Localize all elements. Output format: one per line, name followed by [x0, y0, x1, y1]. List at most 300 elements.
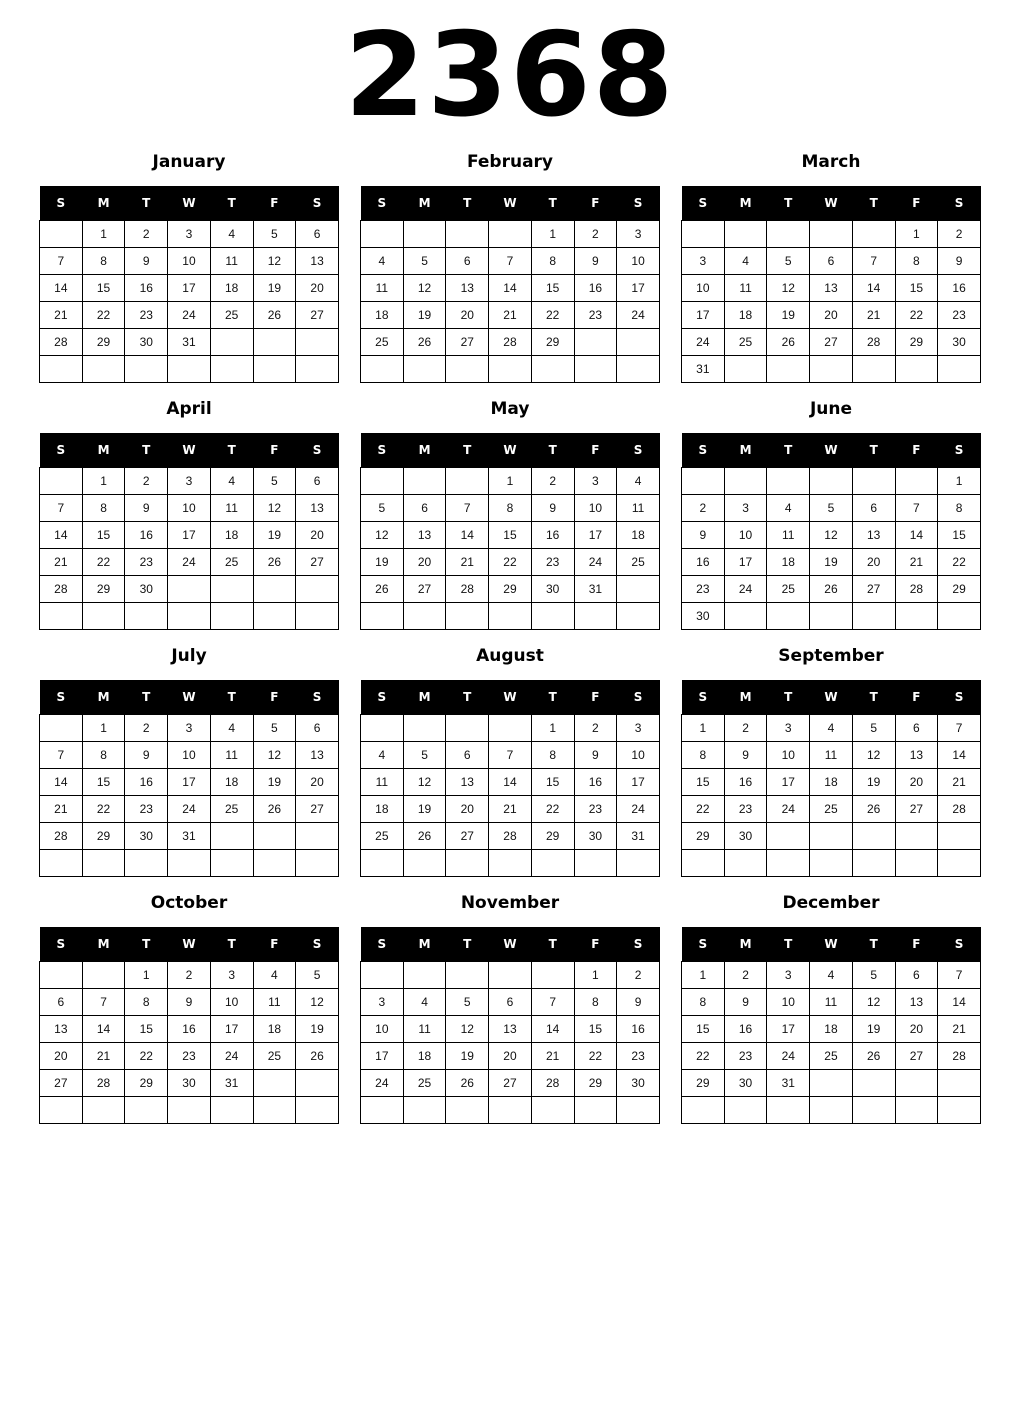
day-cell[interactable]: 30: [724, 823, 767, 850]
day-cell[interactable]: 19: [852, 1016, 895, 1043]
day-cell[interactable]: 4: [810, 962, 853, 989]
day-cell[interactable]: 14: [895, 522, 938, 549]
day-cell[interactable]: 19: [852, 769, 895, 796]
day-cell[interactable]: 6: [40, 989, 83, 1016]
day-cell[interactable]: 23: [724, 1043, 767, 1070]
day-cell[interactable]: 24: [682, 329, 725, 356]
day-cell[interactable]: 4: [361, 248, 404, 275]
day-cell[interactable]: 20: [446, 302, 489, 329]
day-cell[interactable]: 1: [82, 715, 125, 742]
day-cell[interactable]: 1: [489, 468, 532, 495]
day-cell[interactable]: 4: [210, 468, 253, 495]
day-cell[interactable]: 4: [810, 715, 853, 742]
day-cell[interactable]: 30: [168, 1070, 211, 1097]
day-cell[interactable]: 18: [361, 796, 404, 823]
day-cell[interactable]: 26: [852, 1043, 895, 1070]
day-cell[interactable]: 14: [40, 522, 83, 549]
day-cell[interactable]: 1: [938, 468, 981, 495]
day-cell[interactable]: 27: [895, 796, 938, 823]
day-cell[interactable]: 11: [810, 989, 853, 1016]
day-cell[interactable]: 10: [767, 989, 810, 1016]
day-cell[interactable]: 17: [767, 1016, 810, 1043]
day-cell[interactable]: 8: [82, 742, 125, 769]
day-cell[interactable]: 25: [361, 329, 404, 356]
day-cell[interactable]: 13: [403, 522, 446, 549]
day-cell[interactable]: 31: [210, 1070, 253, 1097]
day-cell[interactable]: 17: [361, 1043, 404, 1070]
day-cell[interactable]: 16: [574, 769, 617, 796]
day-cell[interactable]: 2: [125, 715, 168, 742]
day-cell[interactable]: 1: [895, 221, 938, 248]
day-cell[interactable]: 20: [895, 769, 938, 796]
day-cell[interactable]: 2: [617, 962, 660, 989]
day-cell[interactable]: 21: [446, 549, 489, 576]
day-cell[interactable]: 10: [682, 275, 725, 302]
day-cell[interactable]: 30: [531, 576, 574, 603]
day-cell[interactable]: 1: [82, 221, 125, 248]
day-cell[interactable]: 29: [82, 329, 125, 356]
day-cell[interactable]: 31: [574, 576, 617, 603]
day-cell[interactable]: 29: [895, 329, 938, 356]
day-cell[interactable]: 15: [82, 522, 125, 549]
day-cell[interactable]: 7: [852, 248, 895, 275]
day-cell[interactable]: 5: [403, 248, 446, 275]
day-cell[interactable]: 9: [125, 248, 168, 275]
day-cell[interactable]: 23: [574, 302, 617, 329]
day-cell[interactable]: 12: [253, 248, 296, 275]
day-cell[interactable]: 16: [531, 522, 574, 549]
day-cell[interactable]: 17: [210, 1016, 253, 1043]
day-cell[interactable]: 18: [210, 769, 253, 796]
day-cell[interactable]: 5: [767, 248, 810, 275]
day-cell[interactable]: 22: [82, 549, 125, 576]
day-cell[interactable]: 17: [168, 275, 211, 302]
day-cell[interactable]: 30: [724, 1070, 767, 1097]
day-cell[interactable]: 8: [531, 248, 574, 275]
day-cell[interactable]: 6: [296, 715, 339, 742]
day-cell[interactable]: 20: [489, 1043, 532, 1070]
day-cell[interactable]: 28: [938, 1043, 981, 1070]
day-cell[interactable]: 28: [446, 576, 489, 603]
day-cell[interactable]: 11: [617, 495, 660, 522]
day-cell[interactable]: 2: [125, 221, 168, 248]
day-cell[interactable]: 17: [617, 275, 660, 302]
day-cell[interactable]: 29: [489, 576, 532, 603]
day-cell[interactable]: 19: [253, 275, 296, 302]
day-cell[interactable]: 7: [489, 248, 532, 275]
day-cell[interactable]: 23: [682, 576, 725, 603]
day-cell[interactable]: 13: [489, 1016, 532, 1043]
day-cell[interactable]: 7: [446, 495, 489, 522]
day-cell[interactable]: 5: [852, 962, 895, 989]
day-cell[interactable]: 12: [253, 742, 296, 769]
day-cell[interactable]: 2: [531, 468, 574, 495]
day-cell[interactable]: 8: [938, 495, 981, 522]
day-cell[interactable]: 24: [168, 549, 211, 576]
day-cell[interactable]: 18: [361, 302, 404, 329]
day-cell[interactable]: 26: [810, 576, 853, 603]
day-cell[interactable]: 13: [852, 522, 895, 549]
day-cell[interactable]: 31: [168, 329, 211, 356]
day-cell[interactable]: 7: [938, 962, 981, 989]
day-cell[interactable]: 11: [210, 742, 253, 769]
day-cell[interactable]: 22: [489, 549, 532, 576]
day-cell[interactable]: 9: [574, 248, 617, 275]
day-cell[interactable]: 9: [724, 989, 767, 1016]
day-cell[interactable]: 24: [168, 796, 211, 823]
day-cell[interactable]: 22: [82, 796, 125, 823]
day-cell[interactable]: 30: [125, 329, 168, 356]
day-cell[interactable]: 30: [682, 603, 725, 630]
day-cell[interactable]: 10: [617, 742, 660, 769]
day-cell[interactable]: 17: [724, 549, 767, 576]
day-cell[interactable]: 19: [446, 1043, 489, 1070]
day-cell[interactable]: 16: [168, 1016, 211, 1043]
day-cell[interactable]: 15: [531, 769, 574, 796]
day-cell[interactable]: 11: [210, 248, 253, 275]
day-cell[interactable]: 22: [531, 302, 574, 329]
day-cell[interactable]: 3: [724, 495, 767, 522]
day-cell[interactable]: 1: [574, 962, 617, 989]
day-cell[interactable]: 24: [767, 1043, 810, 1070]
day-cell[interactable]: 23: [125, 796, 168, 823]
day-cell[interactable]: 16: [125, 769, 168, 796]
day-cell[interactable]: 23: [125, 302, 168, 329]
day-cell[interactable]: 1: [531, 715, 574, 742]
day-cell[interactable]: 19: [403, 302, 446, 329]
day-cell[interactable]: 22: [574, 1043, 617, 1070]
day-cell[interactable]: 9: [125, 742, 168, 769]
day-cell[interactable]: 4: [253, 962, 296, 989]
day-cell[interactable]: 23: [574, 796, 617, 823]
day-cell[interactable]: 15: [574, 1016, 617, 1043]
day-cell[interactable]: 25: [210, 796, 253, 823]
day-cell[interactable]: 12: [296, 989, 339, 1016]
day-cell[interactable]: 29: [125, 1070, 168, 1097]
day-cell[interactable]: 29: [82, 576, 125, 603]
day-cell[interactable]: 27: [296, 549, 339, 576]
day-cell[interactable]: 26: [852, 796, 895, 823]
day-cell[interactable]: 19: [810, 549, 853, 576]
day-cell[interactable]: 15: [531, 275, 574, 302]
day-cell[interactable]: 5: [253, 221, 296, 248]
day-cell[interactable]: 30: [125, 823, 168, 850]
day-cell[interactable]: 2: [938, 221, 981, 248]
day-cell[interactable]: 25: [403, 1070, 446, 1097]
day-cell[interactable]: 12: [403, 769, 446, 796]
day-cell[interactable]: 17: [682, 302, 725, 329]
day-cell[interactable]: 10: [210, 989, 253, 1016]
day-cell[interactable]: 7: [40, 495, 83, 522]
day-cell[interactable]: 12: [852, 742, 895, 769]
day-cell[interactable]: 19: [253, 522, 296, 549]
day-cell[interactable]: 3: [617, 221, 660, 248]
day-cell[interactable]: 6: [446, 248, 489, 275]
day-cell[interactable]: 14: [40, 769, 83, 796]
day-cell[interactable]: 6: [895, 962, 938, 989]
day-cell[interactable]: 5: [361, 495, 404, 522]
day-cell[interactable]: 7: [895, 495, 938, 522]
day-cell[interactable]: 4: [210, 221, 253, 248]
day-cell[interactable]: 13: [296, 742, 339, 769]
day-cell[interactable]: 8: [82, 495, 125, 522]
day-cell[interactable]: 13: [895, 742, 938, 769]
day-cell[interactable]: 18: [724, 302, 767, 329]
day-cell[interactable]: 6: [296, 468, 339, 495]
day-cell[interactable]: 4: [403, 989, 446, 1016]
day-cell[interactable]: 1: [682, 715, 725, 742]
day-cell[interactable]: 23: [724, 796, 767, 823]
day-cell[interactable]: 24: [210, 1043, 253, 1070]
day-cell[interactable]: 5: [852, 715, 895, 742]
day-cell[interactable]: 4: [767, 495, 810, 522]
day-cell[interactable]: 20: [810, 302, 853, 329]
day-cell[interactable]: 29: [682, 1070, 725, 1097]
day-cell[interactable]: 25: [810, 1043, 853, 1070]
day-cell[interactable]: 30: [938, 329, 981, 356]
day-cell[interactable]: 26: [253, 302, 296, 329]
day-cell[interactable]: 21: [938, 1016, 981, 1043]
day-cell[interactable]: 21: [40, 796, 83, 823]
day-cell[interactable]: 20: [40, 1043, 83, 1070]
day-cell[interactable]: 27: [40, 1070, 83, 1097]
day-cell[interactable]: 10: [361, 1016, 404, 1043]
day-cell[interactable]: 13: [296, 495, 339, 522]
day-cell[interactable]: 23: [125, 549, 168, 576]
day-cell[interactable]: 21: [852, 302, 895, 329]
day-cell[interactable]: 15: [82, 275, 125, 302]
day-cell[interactable]: 17: [168, 769, 211, 796]
day-cell[interactable]: 22: [125, 1043, 168, 1070]
day-cell[interactable]: 22: [682, 1043, 725, 1070]
day-cell[interactable]: 20: [296, 275, 339, 302]
day-cell[interactable]: 14: [446, 522, 489, 549]
day-cell[interactable]: 28: [40, 576, 83, 603]
day-cell[interactable]: 4: [617, 468, 660, 495]
day-cell[interactable]: 20: [296, 522, 339, 549]
day-cell[interactable]: 28: [895, 576, 938, 603]
day-cell[interactable]: 18: [253, 1016, 296, 1043]
day-cell[interactable]: 6: [296, 221, 339, 248]
day-cell[interactable]: 25: [767, 576, 810, 603]
day-cell[interactable]: 11: [403, 1016, 446, 1043]
day-cell[interactable]: 15: [82, 769, 125, 796]
day-cell[interactable]: 4: [361, 742, 404, 769]
day-cell[interactable]: 2: [574, 715, 617, 742]
day-cell[interactable]: 8: [895, 248, 938, 275]
day-cell[interactable]: 28: [852, 329, 895, 356]
day-cell[interactable]: 9: [938, 248, 981, 275]
day-cell[interactable]: 21: [489, 796, 532, 823]
day-cell[interactable]: 24: [617, 302, 660, 329]
day-cell[interactable]: 3: [361, 989, 404, 1016]
day-cell[interactable]: 16: [125, 522, 168, 549]
day-cell[interactable]: 19: [361, 549, 404, 576]
day-cell[interactable]: 24: [724, 576, 767, 603]
day-cell[interactable]: 9: [617, 989, 660, 1016]
day-cell[interactable]: 26: [767, 329, 810, 356]
day-cell[interactable]: 5: [296, 962, 339, 989]
day-cell[interactable]: 2: [574, 221, 617, 248]
day-cell[interactable]: 27: [403, 576, 446, 603]
day-cell[interactable]: 26: [361, 576, 404, 603]
day-cell[interactable]: 10: [724, 522, 767, 549]
day-cell[interactable]: 14: [489, 275, 532, 302]
day-cell[interactable]: 26: [446, 1070, 489, 1097]
day-cell[interactable]: 8: [682, 989, 725, 1016]
day-cell[interactable]: 10: [767, 742, 810, 769]
day-cell[interactable]: 7: [938, 715, 981, 742]
day-cell[interactable]: 16: [724, 769, 767, 796]
day-cell[interactable]: 11: [767, 522, 810, 549]
day-cell[interactable]: 22: [895, 302, 938, 329]
day-cell[interactable]: 27: [296, 302, 339, 329]
day-cell[interactable]: 11: [361, 275, 404, 302]
day-cell[interactable]: 13: [446, 769, 489, 796]
day-cell[interactable]: 13: [40, 1016, 83, 1043]
day-cell[interactable]: 5: [403, 742, 446, 769]
day-cell[interactable]: 5: [253, 468, 296, 495]
day-cell[interactable]: 21: [895, 549, 938, 576]
day-cell[interactable]: 12: [361, 522, 404, 549]
day-cell[interactable]: 12: [767, 275, 810, 302]
day-cell[interactable]: 29: [82, 823, 125, 850]
day-cell[interactable]: 18: [403, 1043, 446, 1070]
day-cell[interactable]: 25: [253, 1043, 296, 1070]
day-cell[interactable]: 1: [125, 962, 168, 989]
day-cell[interactable]: 15: [125, 1016, 168, 1043]
day-cell[interactable]: 29: [531, 329, 574, 356]
day-cell[interactable]: 27: [852, 576, 895, 603]
day-cell[interactable]: 3: [767, 962, 810, 989]
day-cell[interactable]: 11: [361, 769, 404, 796]
day-cell[interactable]: 6: [446, 742, 489, 769]
day-cell[interactable]: 14: [489, 769, 532, 796]
day-cell[interactable]: 2: [168, 962, 211, 989]
day-cell[interactable]: 3: [168, 715, 211, 742]
day-cell[interactable]: 31: [682, 356, 725, 383]
day-cell[interactable]: 26: [403, 823, 446, 850]
day-cell[interactable]: 27: [296, 796, 339, 823]
day-cell[interactable]: 12: [403, 275, 446, 302]
day-cell[interactable]: 29: [574, 1070, 617, 1097]
day-cell[interactable]: 24: [767, 796, 810, 823]
day-cell[interactable]: 29: [531, 823, 574, 850]
day-cell[interactable]: 12: [852, 989, 895, 1016]
day-cell[interactable]: 28: [489, 329, 532, 356]
day-cell[interactable]: 23: [938, 302, 981, 329]
day-cell[interactable]: 4: [210, 715, 253, 742]
day-cell[interactable]: 8: [574, 989, 617, 1016]
day-cell[interactable]: 26: [403, 329, 446, 356]
day-cell[interactable]: 21: [82, 1043, 125, 1070]
day-cell[interactable]: 23: [617, 1043, 660, 1070]
day-cell[interactable]: 2: [724, 715, 767, 742]
day-cell[interactable]: 19: [767, 302, 810, 329]
day-cell[interactable]: 5: [253, 715, 296, 742]
day-cell[interactable]: 25: [724, 329, 767, 356]
day-cell[interactable]: 10: [168, 248, 211, 275]
day-cell[interactable]: 16: [724, 1016, 767, 1043]
day-cell[interactable]: 20: [895, 1016, 938, 1043]
day-cell[interactable]: 25: [810, 796, 853, 823]
day-cell[interactable]: 12: [810, 522, 853, 549]
day-cell[interactable]: 21: [531, 1043, 574, 1070]
day-cell[interactable]: 7: [489, 742, 532, 769]
day-cell[interactable]: 10: [168, 742, 211, 769]
day-cell[interactable]: 30: [125, 576, 168, 603]
day-cell[interactable]: 21: [938, 769, 981, 796]
day-cell[interactable]: 17: [617, 769, 660, 796]
day-cell[interactable]: 18: [210, 275, 253, 302]
day-cell[interactable]: 28: [531, 1070, 574, 1097]
day-cell[interactable]: 27: [810, 329, 853, 356]
day-cell[interactable]: 8: [82, 248, 125, 275]
day-cell[interactable]: 6: [895, 715, 938, 742]
day-cell[interactable]: 25: [210, 549, 253, 576]
day-cell[interactable]: 25: [210, 302, 253, 329]
day-cell[interactable]: 15: [489, 522, 532, 549]
day-cell[interactable]: 8: [489, 495, 532, 522]
day-cell[interactable]: 18: [617, 522, 660, 549]
day-cell[interactable]: 3: [210, 962, 253, 989]
day-cell[interactable]: 6: [810, 248, 853, 275]
day-cell[interactable]: 27: [446, 823, 489, 850]
day-cell[interactable]: 14: [82, 1016, 125, 1043]
day-cell[interactable]: 1: [531, 221, 574, 248]
day-cell[interactable]: 15: [895, 275, 938, 302]
day-cell[interactable]: 11: [210, 495, 253, 522]
day-cell[interactable]: 18: [767, 549, 810, 576]
day-cell[interactable]: 26: [296, 1043, 339, 1070]
day-cell[interactable]: 3: [617, 715, 660, 742]
day-cell[interactable]: 6: [403, 495, 446, 522]
day-cell[interactable]: 10: [168, 495, 211, 522]
day-cell[interactable]: 28: [40, 823, 83, 850]
day-cell[interactable]: 28: [40, 329, 83, 356]
day-cell[interactable]: 9: [125, 495, 168, 522]
day-cell[interactable]: 21: [40, 302, 83, 329]
day-cell[interactable]: 24: [168, 302, 211, 329]
day-cell[interactable]: 3: [168, 221, 211, 248]
day-cell[interactable]: 9: [724, 742, 767, 769]
day-cell[interactable]: 11: [253, 989, 296, 1016]
day-cell[interactable]: 6: [489, 989, 532, 1016]
day-cell[interactable]: 18: [810, 1016, 853, 1043]
day-cell[interactable]: 10: [574, 495, 617, 522]
day-cell[interactable]: 5: [810, 495, 853, 522]
day-cell[interactable]: 19: [403, 796, 446, 823]
day-cell[interactable]: 2: [682, 495, 725, 522]
day-cell[interactable]: 9: [531, 495, 574, 522]
day-cell[interactable]: 31: [617, 823, 660, 850]
day-cell[interactable]: 17: [168, 522, 211, 549]
day-cell[interactable]: 5: [446, 989, 489, 1016]
day-cell[interactable]: 27: [489, 1070, 532, 1097]
day-cell[interactable]: 20: [446, 796, 489, 823]
day-cell[interactable]: 2: [724, 962, 767, 989]
day-cell[interactable]: 7: [82, 989, 125, 1016]
day-cell[interactable]: 2: [125, 468, 168, 495]
day-cell[interactable]: 29: [938, 576, 981, 603]
day-cell[interactable]: 22: [531, 796, 574, 823]
day-cell[interactable]: 21: [489, 302, 532, 329]
day-cell[interactable]: 26: [253, 796, 296, 823]
day-cell[interactable]: 14: [938, 989, 981, 1016]
day-cell[interactable]: 8: [682, 742, 725, 769]
day-cell[interactable]: 23: [531, 549, 574, 576]
day-cell[interactable]: 31: [767, 1070, 810, 1097]
